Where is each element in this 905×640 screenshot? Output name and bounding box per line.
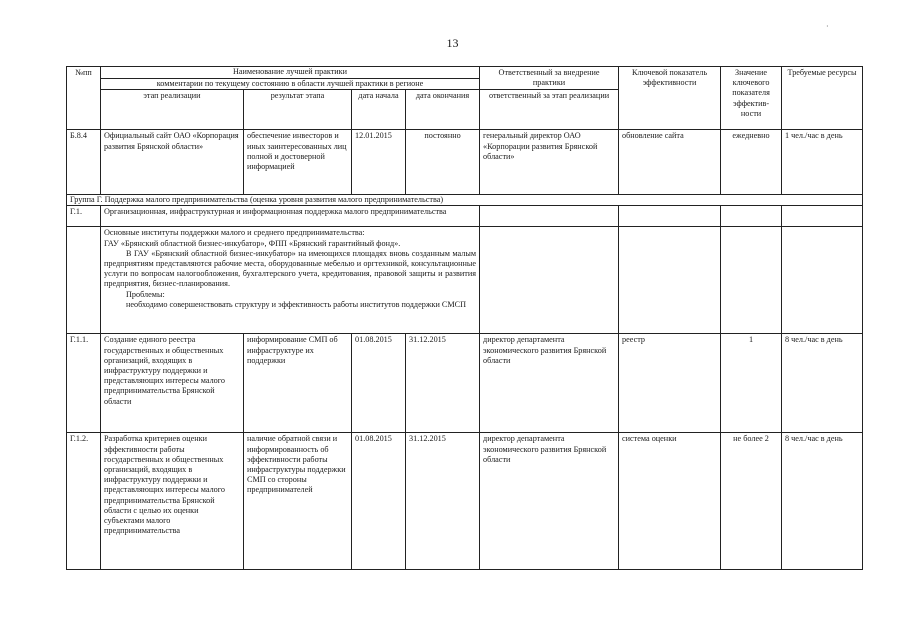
header-row-1 <box>67 67 863 79</box>
header-stage: этап реализации <box>101 90 244 130</box>
kpi-value-cell: не более 2 <box>721 433 782 570</box>
result-cell: обеспечение инвесторов и иных заинтересованных лиц полной и достоверной информацией <box>244 130 352 195</box>
result-cell: наличие обратной связи и информированность об эффективности работы инфраструктуры поддержки СМП со стороны предпринимателей <box>244 433 352 570</box>
header-kpi: Ключевой показатель эффективности <box>619 67 721 130</box>
header-num: №пп <box>67 67 101 130</box>
row-num: Б.8.4 <box>67 130 101 195</box>
header-resources: Требуемые ресурсы <box>782 67 863 130</box>
best-practices-table <box>66 66 863 570</box>
start-date-cell: 12.01.2015 <box>352 130 406 195</box>
header-comments: комментарии по текущему состоянию в области лучшей практики в регионе <box>101 78 480 90</box>
row-num: Г.1.1. <box>67 334 101 433</box>
problems-text: необходимо совершенствовать структуру и эффективность работы институтов поддержки СМСП <box>126 299 467 309</box>
row-g1-comment <box>67 227 863 334</box>
comment-block <box>101 227 480 334</box>
kpi-cell: реестр <box>619 334 721 433</box>
resources-cell: 8 чел./час в день <box>782 334 863 433</box>
header-practice-name: Наименование лучшей практики <box>101 67 480 79</box>
header-responsible-stage: ответственный за этап реализации <box>480 90 619 130</box>
responsible-cell: директор департамента экономического развития Брянской области <box>480 433 619 570</box>
result-cell: информирование СМП об инфраструктуре их поддержки <box>244 334 352 433</box>
stage-cell: Создание единого реестра государственных и общественных организаций, входящих в инфраструктуру поддержки и представляющих интересы малого предпринимательства Брянской области <box>101 334 244 433</box>
corner-mark: · <box>826 22 829 31</box>
problems-label: Проблемы: <box>126 289 165 299</box>
header-responsible: Ответственный за внедрение практики <box>480 67 619 90</box>
group-row <box>67 195 863 206</box>
kpi-cell: система оценки <box>619 433 721 570</box>
end-date-cell: 31.12.2015 <box>406 433 480 570</box>
comment-paragraph: В ГАУ «Брянский областной бизнес-инкубатор» на имеющихся площадях вновь созданным малым предприятиям представляются рабочие места, оборудованные мебелью и оргтехникой, консультационные услуги по вопросам налогообложения, бухгалтерского учета, кредитования, правовой защиты и развития предприятия, бизнес-планирования. <box>104 248 477 289</box>
row-num: Г.1. <box>67 206 101 227</box>
header-stage-result: результат этапа <box>244 90 352 130</box>
row-g1 <box>67 206 863 227</box>
start-date-cell: 01.08.2015 <box>352 433 406 570</box>
start-date-cell: 01.08.2015 <box>352 334 406 433</box>
resources-cell: 1 чел./час в день <box>782 130 863 195</box>
section-title: Организационная, инфраструктурная и информационная поддержка малого предпринимательства <box>101 206 480 227</box>
row-num: Г.1.2. <box>67 433 101 570</box>
comment-line: ГАУ «Брянский областной бизнес-инкубатор», ФПП «Брянский гарантийный фонд». <box>104 238 401 248</box>
row-g12 <box>67 433 863 570</box>
resources-cell: 8 чел./час в день <box>782 433 863 570</box>
kpi-value-cell: 1 <box>721 334 782 433</box>
responsible-cell: директор департамента экономического развития Брянской области <box>480 334 619 433</box>
group-title: Группа Г. Поддержка малого предпринимательства (оценка уровня развития малого предпринимательства) <box>67 195 863 206</box>
end-date-cell: 31.12.2015 <box>406 334 480 433</box>
responsible-cell: генеральный директор ОАО «Корпорации развития Брянской области» <box>480 130 619 195</box>
stage-cell: Разработка критериев оценки эффективности работы государственных и общественных организаций, входящих в инфраструктуру поддержки и представляющих интересы малого предпринимательства Брянской области с целью их оценки субъектами малого предпринимательства <box>101 433 244 570</box>
page-number: 13 <box>446 36 459 50</box>
kpi-cell: обновление сайта <box>619 130 721 195</box>
stage-cell: Официальный сайт ОАО «Корпорация развития Брянской области» <box>101 130 244 195</box>
end-date-cell: постоянно <box>406 130 480 195</box>
row-g11 <box>67 334 863 433</box>
comment-line: Основные институты поддержки малого и среднего предпринимательства: <box>104 228 365 238</box>
row-b84 <box>67 130 863 195</box>
header-kpi-value: Значение ключевого показателя эффектив-ности <box>721 67 782 130</box>
header-start-date: дата начала <box>352 90 406 130</box>
kpi-value-cell: ежедневно <box>721 130 782 195</box>
header-end-date: дата окончания <box>406 90 480 130</box>
